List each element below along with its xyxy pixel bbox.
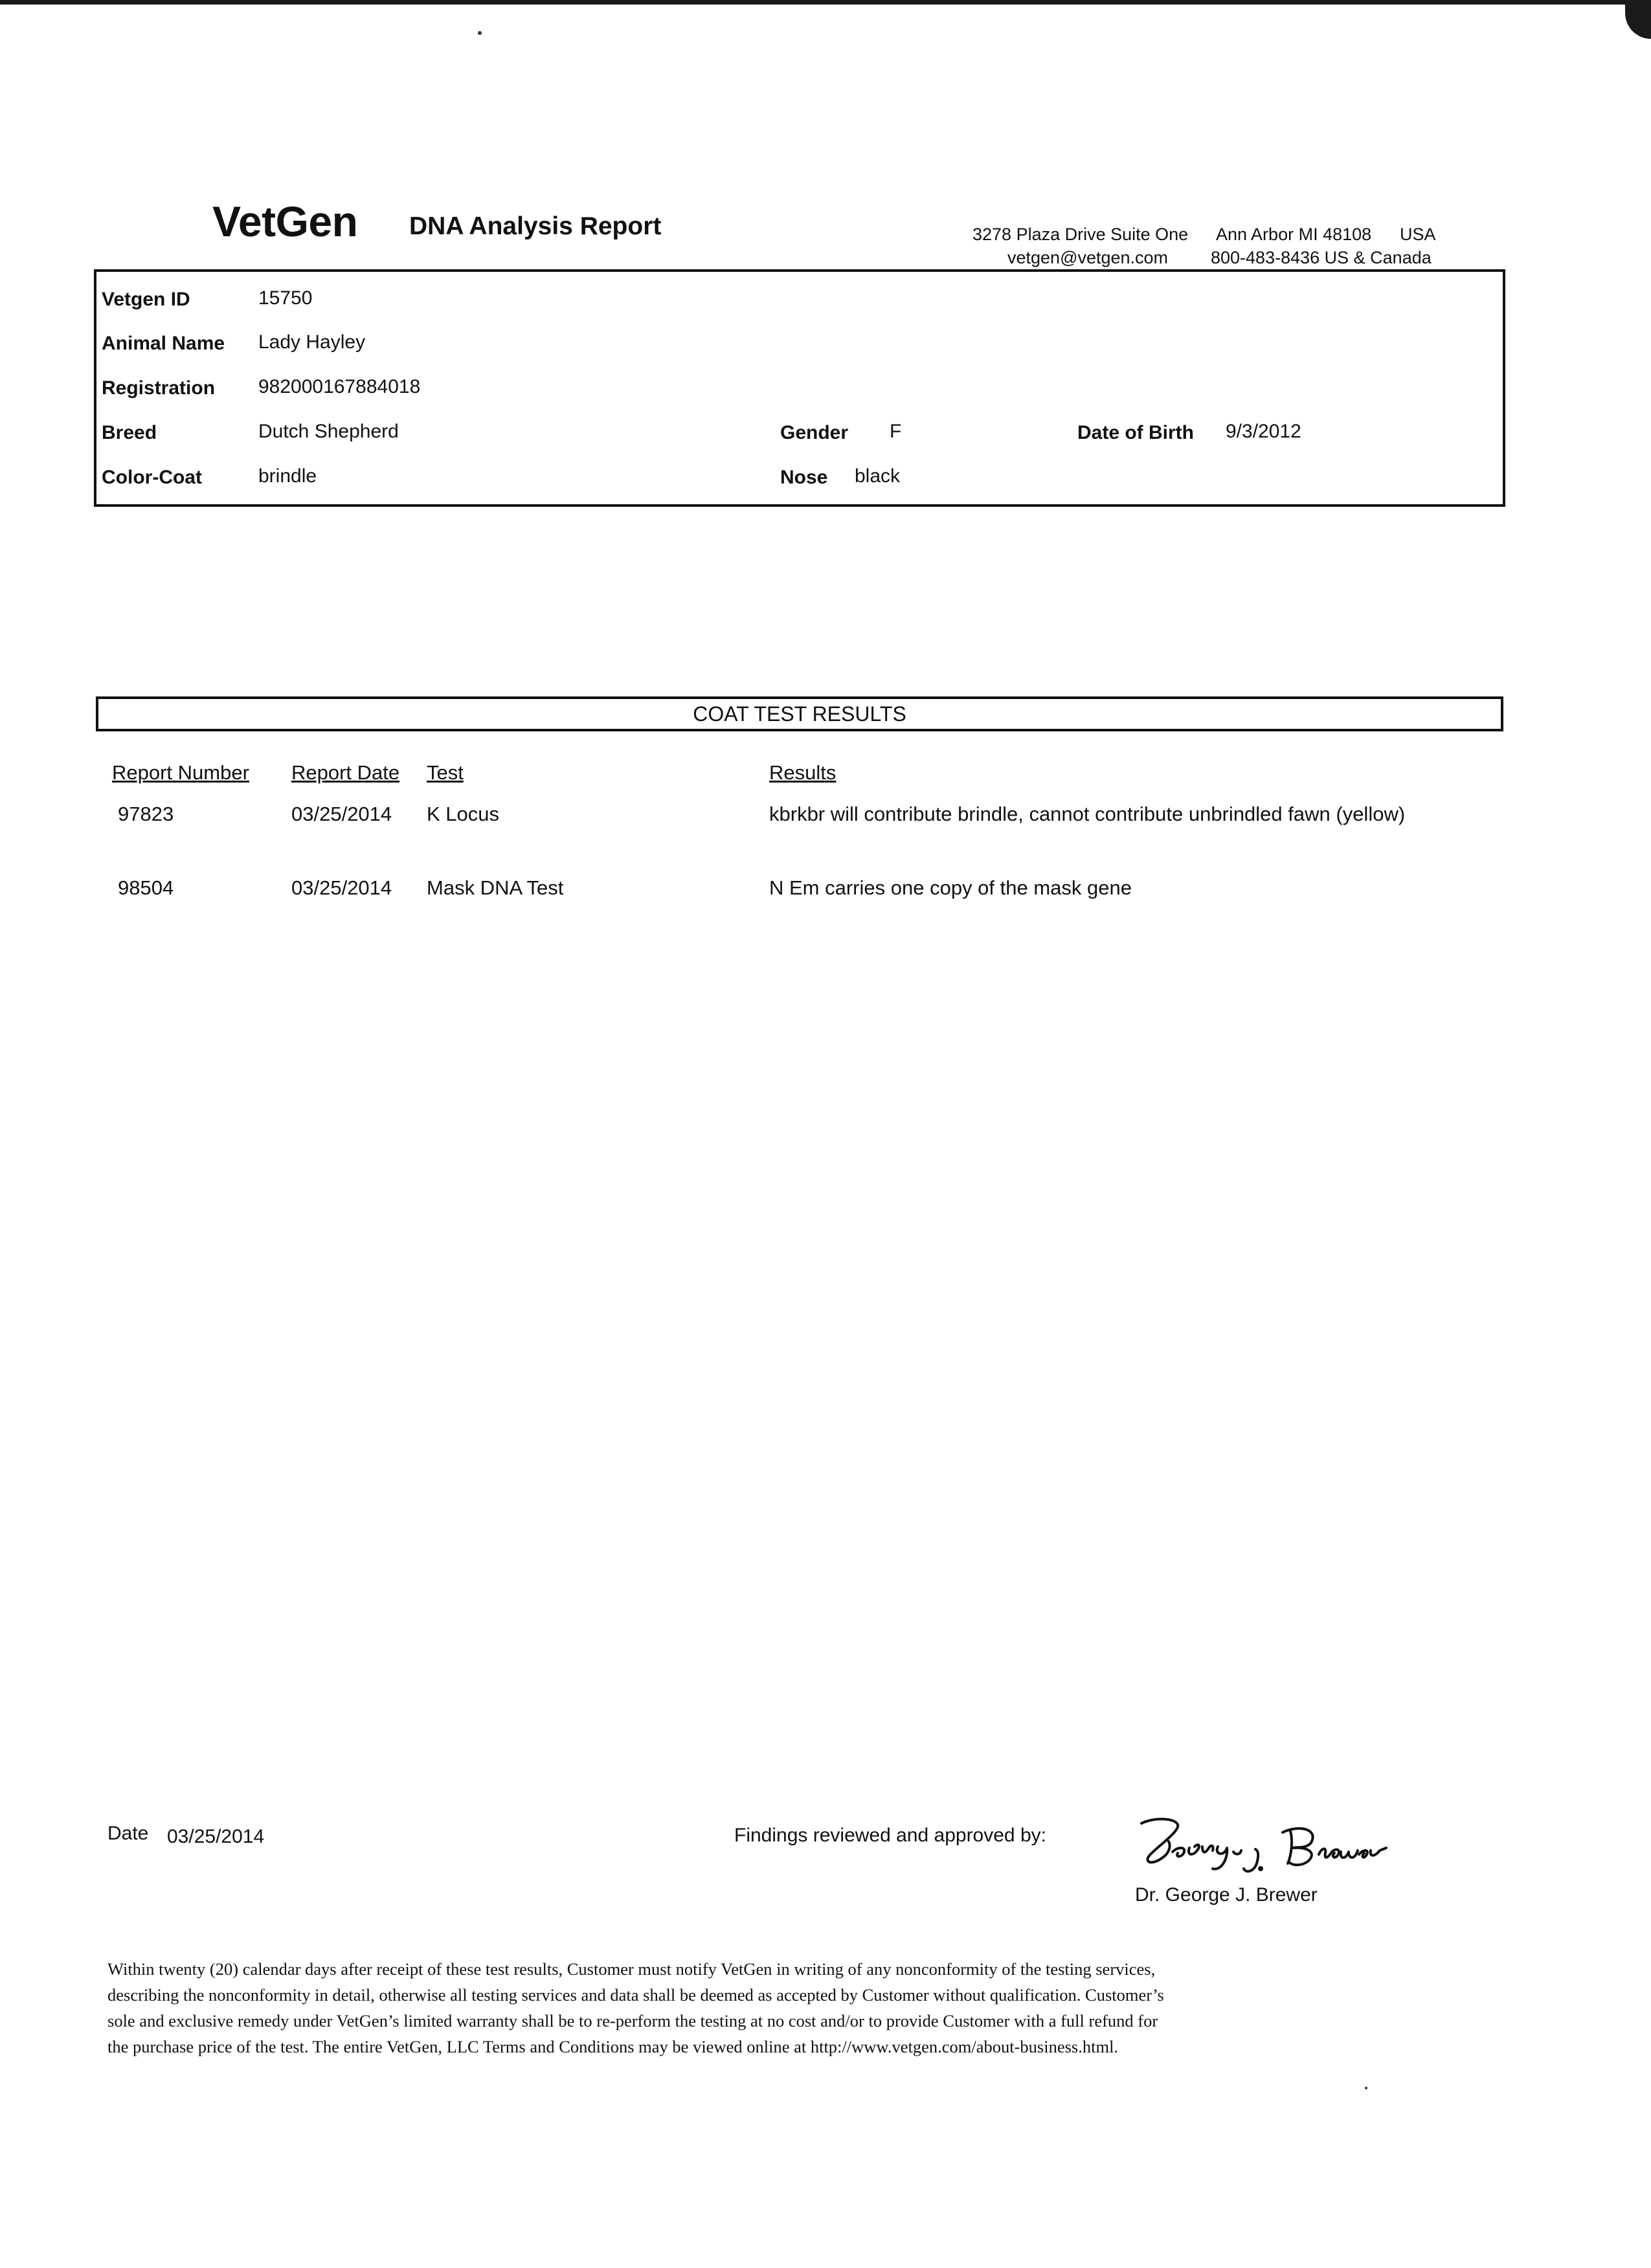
column-header-test: Test <box>427 761 464 784</box>
nose-label: Nose <box>780 467 828 488</box>
column-header-results: Results <box>769 761 837 784</box>
address-line: 3278 Plaza Drive Suite One <box>972 225 1189 244</box>
nose-value: black <box>855 465 901 487</box>
contact-email: vetgen@vetgen.com <box>1007 248 1169 267</box>
disclaimer-line: describing the nonconformity in detail, otherwise all testing services and data shall be deemed as accepted by Customer without qualification. Customer’s <box>107 1985 1164 2005</box>
disclaimer <box>107 1956 1338 2060</box>
signer-name: Dr. George J. Brewer <box>1135 1884 1318 1906</box>
column-header-report-date: Report Date <box>291 761 400 784</box>
gender-label: Gender <box>780 422 849 443</box>
cell-report-date: 03/25/2014 <box>291 803 392 825</box>
vetgen-id-value: 15750 <box>258 287 313 309</box>
page-title: DNA Analysis Report <box>409 212 662 240</box>
cell-result: kbrkbr will contribute brindle, cannot contribute unbrindled fawn (yellow) <box>769 803 1406 825</box>
disclaimer-line: the purchase price of the test. The entire VetGen, LLC Terms and Conditions may be viewed online at http://www.vetgen.com/about-business.html. <box>107 2037 1119 2056</box>
cell-test: K Locus <box>427 803 500 825</box>
address-city: Ann Arbor MI 48108 <box>1216 225 1372 244</box>
contact-phone: 800-483-8436 US & Canada <box>1211 248 1432 267</box>
brand-logo: VetGen <box>212 197 358 245</box>
scan-speck <box>478 31 482 35</box>
cell-report-number: 98504 <box>118 876 174 899</box>
cell-test: Mask DNA Test <box>427 876 564 899</box>
breed-value: Dutch Shepherd <box>258 421 399 442</box>
disclaimer-line: Within twenty (20) calendar days after receipt of these test results, Customer must notify VetGen in writing of any nonconformity of the testing services, <box>107 1959 1156 1979</box>
section-title: COAT TEST RESULTS <box>96 696 1503 731</box>
date-value: 03/25/2014 <box>167 1826 265 1847</box>
registration-label: Registration <box>102 377 216 399</box>
scan-edge-top <box>0 0 1651 5</box>
registration-value: 982000167884018 <box>258 376 421 397</box>
scan-edge-corner <box>1625 0 1651 39</box>
address-country: USA <box>1400 225 1436 244</box>
column-header-report-number: Report Number <box>112 761 249 784</box>
color-coat-value: brindle <box>258 465 317 487</box>
breed-label: Breed <box>102 422 157 443</box>
animal-name-value: Lady Hayley <box>258 331 366 353</box>
dob-value: 9/3/2012 <box>1226 421 1301 442</box>
color-coat-label: Color-Coat <box>102 467 202 488</box>
cell-result: N Em carries one copy of the mask gene <box>769 876 1132 899</box>
cell-report-number: 97823 <box>118 803 174 825</box>
approval-label: Findings reviewed and approved by: <box>734 1825 1046 1846</box>
vetgen-id-label: Vetgen ID <box>102 289 190 310</box>
date-label: Date <box>107 1823 149 1844</box>
signature-image <box>1130 1809 1389 1880</box>
dob-label: Date of Birth <box>1077 422 1194 443</box>
animal-name-label: Animal Name <box>102 333 225 354</box>
scan-speck <box>1365 2087 1367 2089</box>
cell-report-date: 03/25/2014 <box>291 876 392 899</box>
disclaimer-line: sole and exclusive remedy under VetGen’s limited warranty shall be to re-perform the testing at no cost and/or to provide Customer with a full refund for <box>107 2011 1158 2030</box>
gender-value: F <box>890 421 902 442</box>
